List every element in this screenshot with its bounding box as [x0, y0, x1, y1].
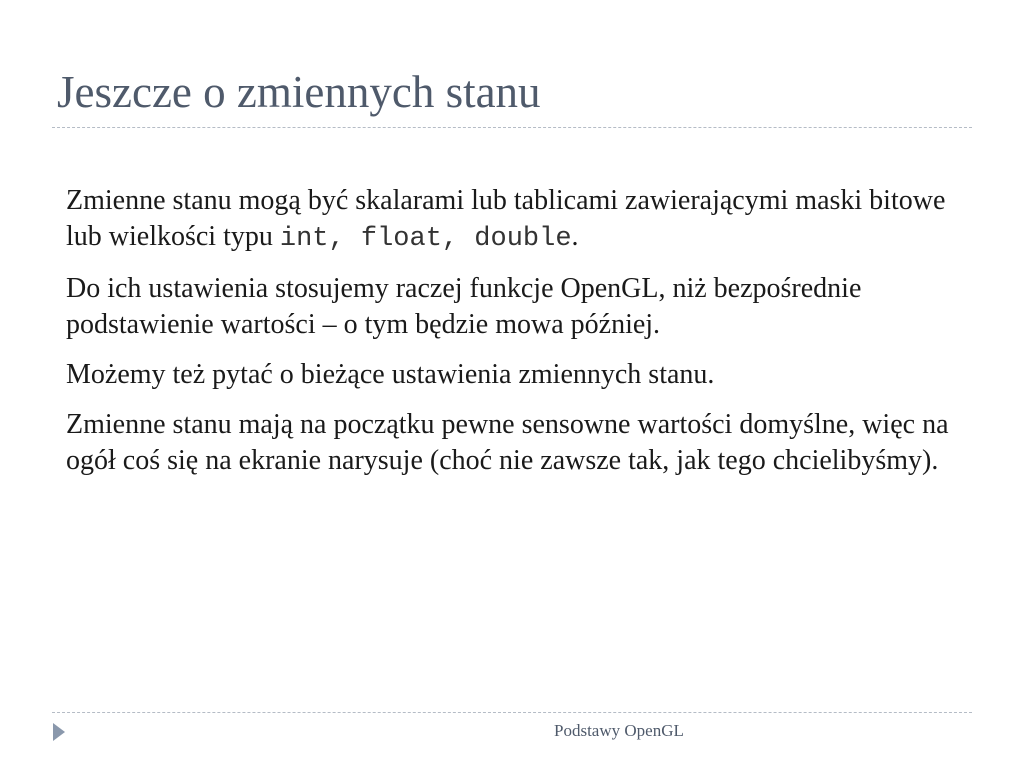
paragraph-1: [66, 183, 966, 257]
title-divider: [52, 127, 972, 128]
footer-divider: [52, 712, 972, 713]
paragraph-3: Możemy też pytać o bieżące ustawienia zmiennych stanu.: [66, 359, 715, 390]
paragraph-1-text: Zmienne stanu mogą być skalarami lub tablicami zawierającymi maski bitowe lub wielkości typu: [66, 185, 946, 252]
slide-title: Jeszcze o zmiennych stanu: [57, 67, 541, 117]
paragraph-4: Zmienne stanu mają na początku pewne sensowne wartości domyślne, więc na ogół coś się na ekranie narysuje (choć nie zawsze tak, jak tego chcielibyśmy).: [66, 409, 949, 476]
code-types: int, float, double: [279, 224, 572, 254]
paragraph-2: Do ich ustawienia stosujemy raczej funkcje OpenGL, niż bezpośrednie podstawienie wartości – o tym będzie mowa później.: [66, 273, 862, 340]
triangle-right-icon[interactable]: [52, 722, 66, 742]
slide-body: [66, 183, 966, 493]
paragraph-1-end: .: [571, 221, 579, 252]
footer-label: Podstawy OpenGL: [554, 721, 684, 740]
